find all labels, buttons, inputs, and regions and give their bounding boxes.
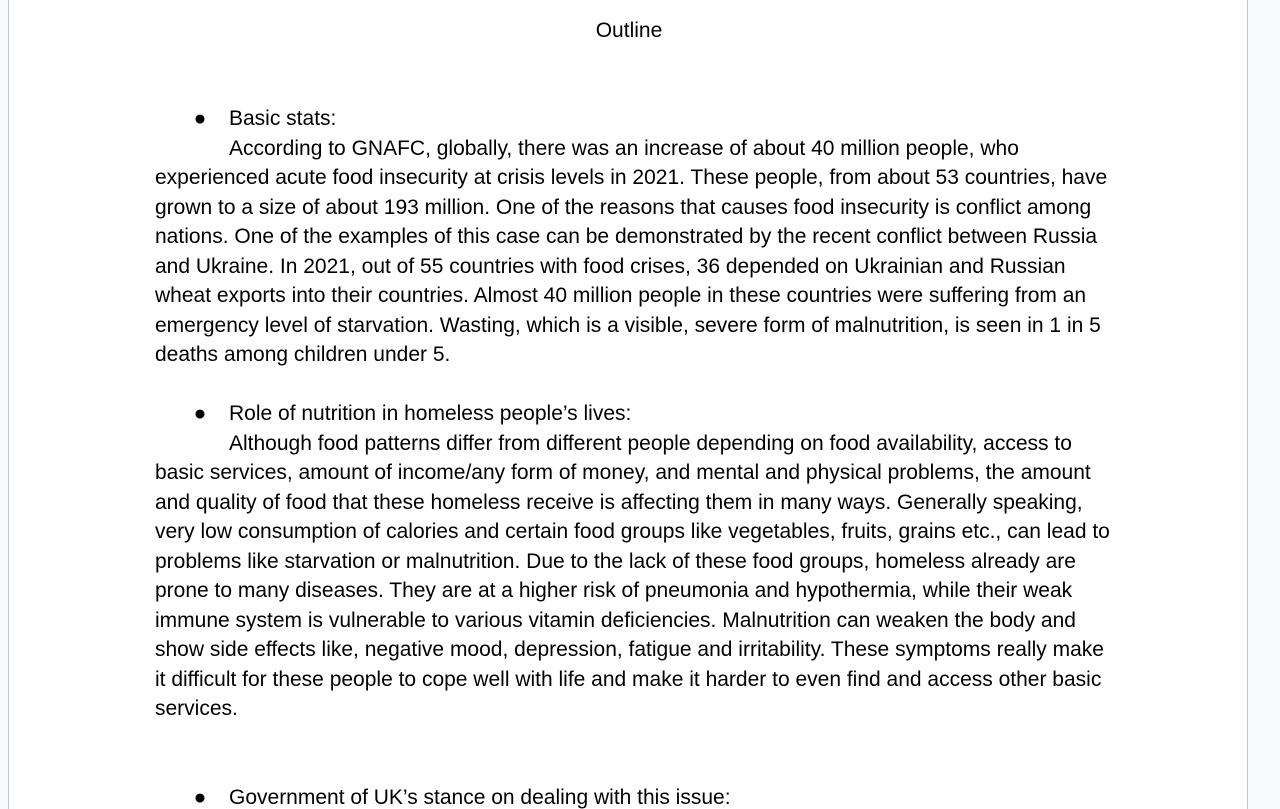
bullet-dot-icon: ● xyxy=(193,107,207,130)
bullet-text: Basic stats: xyxy=(229,107,337,130)
section-government-stance xyxy=(155,783,1115,809)
document-body[interactable] xyxy=(155,104,1115,809)
document-page[interactable] xyxy=(8,0,1248,809)
paragraph-basic-stats[interactable]: According to GNAFC, globally, there was an increase of about 40 million people, who experienced acute food insecurity at crisis levels in 2021. These people, from about 53 countries, have grown to a size of about 193 million. One of the reasons that causes food insecurity is conflict among nations. One of the examples of this case can be demonstrated by the recent conflict between Russia and Ukraine. In 2021, out of 55 countries with food crises, 36 depended on Ukrainian and Russian wheat exports into their countries. Almost 40 million people in these countries were suffering from an emergency level of starvation. Wasting, which is a visible, severe form of malnutrition, is seen in 1 in 5 deaths among children under 5. xyxy=(155,136,1108,366)
document-title: Outline xyxy=(595,19,663,42)
bullet-item xyxy=(155,104,1115,134)
section-nutrition-role xyxy=(155,399,1115,724)
bullet-text: Government of UK’s stance on dealing with this issue: xyxy=(229,785,731,809)
paragraph-nutrition-role[interactable]: Although food patterns differ from different people depending on food availability, access to basic services, amount of income/any form of money, and mental and physical problems, the amount and quality of food that these homeless receive is affecting them in many ways. Generally speaking, very low consumption of calories and certain food groups like vegetables, fruits, grains etc., can lead to problems like starvation or malnutrition. Due to the lack of these food groups, homeless already are prone to many diseases. They are at a higher risk of pneumonia and hypothermia, while their weak immune system is vulnerable to various vitamin deficiencies. Malnutrition can weaken the body and show side effects like, negative mood, depression, fatigue and irritability. These symptoms really make it difficult for these people to cope well with life and make it harder to even find and access other basic services. xyxy=(155,431,1110,720)
section-basic-stats xyxy=(155,104,1115,370)
bullet-item xyxy=(155,783,1115,809)
bullet-text: Role of nutrition in homeless people’s lives: xyxy=(229,402,632,425)
bullet-dot-icon: ● xyxy=(193,402,207,425)
bullet-item xyxy=(155,399,1115,429)
bullet-dot-icon: ● xyxy=(193,785,207,809)
